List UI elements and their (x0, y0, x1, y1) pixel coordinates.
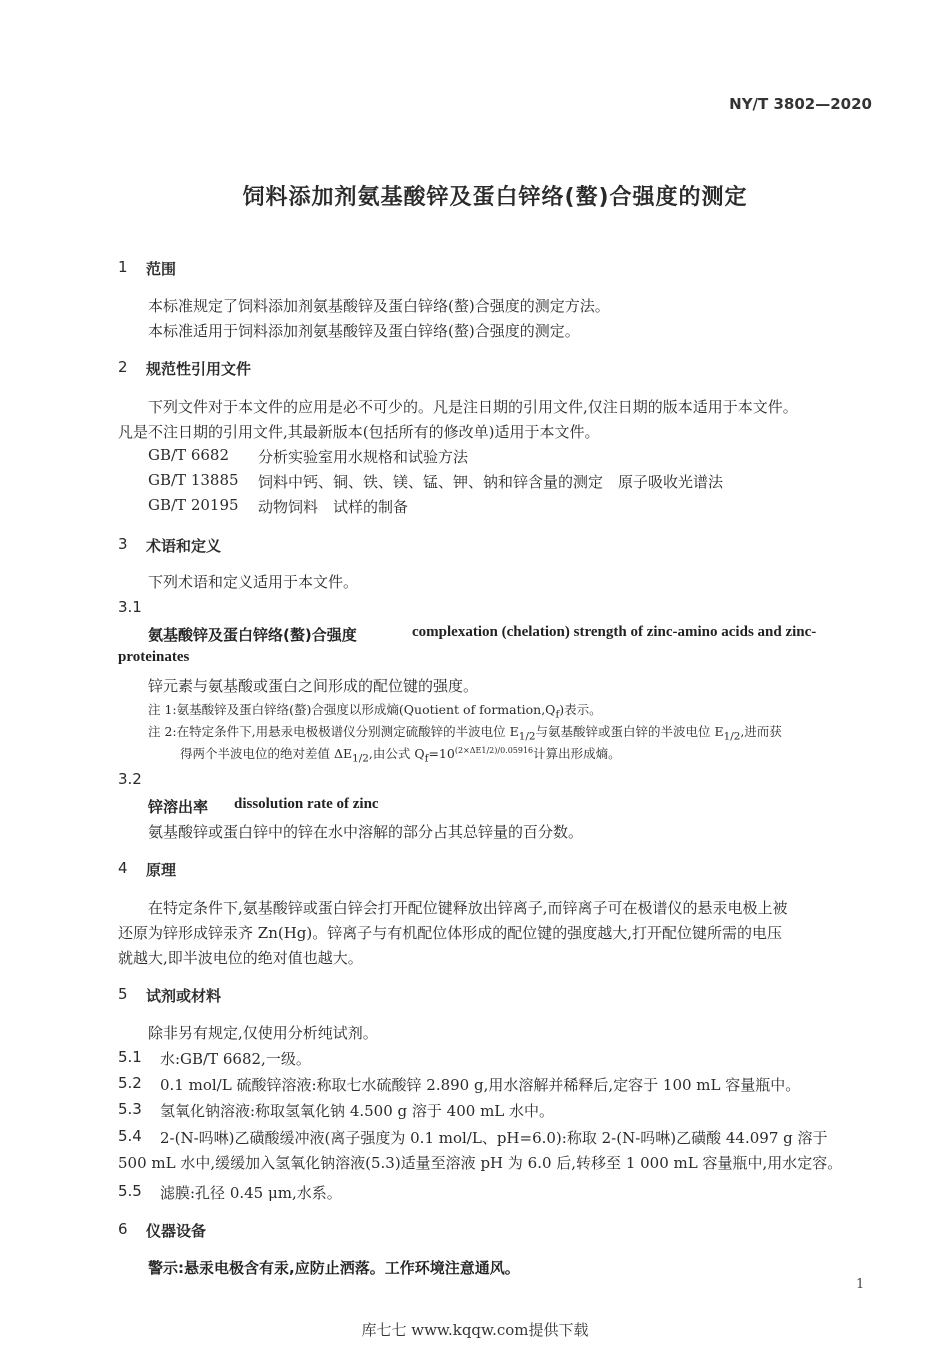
note-2-cont (180, 744, 621, 765)
reference-title: 动物饲料 试样的制备 (258, 498, 409, 516)
clause-number: 5.4 (118, 1127, 142, 1145)
term-chinese: 氨基酸锌及蛋白锌络(螯)合强度 (148, 626, 357, 644)
clause-number: 5.3 (118, 1100, 142, 1118)
formula: =10 (428, 746, 455, 761)
paragraph: 还原为锌形成锌汞齐 Zn(Hg)。锌离子与有机配位体形成的配位键的强度越大,打开配位键所需的电压 (118, 924, 783, 942)
paragraph: 下列文件对于本文件的应用是必不可少的。凡是注日期的引用文件,仅注日期的版本适用于本文件。 (148, 398, 798, 416)
reagent-item: 0.1 mol/L 硫酸锌溶液:称取七水硫酸锌 2.890 g,用水溶解并稀释后,定容于 100 mL 容量瓶中。 (160, 1076, 801, 1094)
paragraph: 本标准规定了饲料添加剂氨基酸锌及蛋白锌络(螯)合强度的测定方法。 (148, 297, 610, 315)
note-1 (148, 700, 602, 721)
section-number: 3 (118, 535, 128, 553)
reference-title: 分析实验室用水规格和试验方法 (258, 448, 469, 466)
note-2-text: 注 2:在特定条件下,用悬汞电极极谱仪分别测定硫酸锌的半波电位 E (148, 724, 519, 739)
section-heading-reagents: 试剂或材料 (146, 987, 222, 1005)
clause-number: 3.1 (118, 598, 142, 616)
section-number: 2 (118, 358, 128, 376)
reagent-item: 水:GB/T 6682,一级。 (160, 1050, 311, 1068)
note-1-end: )表示。 (559, 702, 602, 717)
term-english: dissolution rate of zinc (234, 796, 379, 812)
note-2-cont-end: 计算出形成熵。 (533, 746, 621, 761)
section-heading-terms: 术语和定义 (146, 537, 222, 555)
note-2-cont-mid: ,由公式 Q (368, 746, 425, 761)
term-chinese: 锌溶出率 (148, 798, 209, 816)
subscript: f (424, 752, 429, 765)
paragraph: 在特定条件下,氨基酸锌或蛋白锌会打开配位键释放出锌离子,而锌离子可在极谱仪的悬汞电极上被 (148, 899, 788, 917)
note-1-text: 注 1:氨基酸锌及蛋白锌络(螯)合强度以形成熵(Quotient of formation,Q (148, 702, 556, 717)
subscript: 1/2 (352, 752, 369, 765)
section-number: 6 (118, 1220, 128, 1238)
note-2-mid: 与氨基酸锌或蛋白锌的半波电位 E (535, 724, 724, 739)
reagent-item: 滤膜:孔径 0.45 μm,水系。 (160, 1184, 342, 1202)
clause-number: 3.2 (118, 770, 142, 788)
reference-title: 饲料中钙、铜、铁、镁、锰、钾、钠和锌含量的测定 原子吸收光谱法 (258, 473, 724, 491)
term-english-cont: proteinates (118, 649, 190, 665)
reference-code: GB/T 20195 (148, 496, 239, 514)
section-number: 4 (118, 859, 128, 877)
definition: 锌元素与氨基酸或蛋白之间形成的配位键的强度。 (148, 677, 479, 695)
section-number: 5 (118, 985, 128, 1003)
reference-code: GB/T 6682 (148, 446, 230, 464)
term-english: complexation (chelation) strength of zinc-amino acids and zinc- (412, 624, 817, 640)
paragraph: 就越大,即半波电位的绝对值也越大。 (118, 949, 363, 967)
subscript: 1/2 (518, 730, 536, 743)
clause-number: 5.2 (118, 1074, 142, 1092)
paragraph: 下列术语和定义适用于本文件。 (148, 573, 359, 591)
reagent-item-cont: 500 mL 水中,缓缓加入氢氧化钠溶液(5.3)适量至溶液 pH 为 6.0 后,转移至 1 000 mL 容量瓶中,用水定容。 (118, 1154, 843, 1172)
section-heading-normative-refs: 规范性引用文件 (146, 360, 252, 378)
clause-number: 5.5 (118, 1182, 142, 1200)
definition: 氨基酸锌或蛋白锌中的锌在水中溶解的部分占其总锌量的百分数。 (148, 823, 584, 841)
subscript: f (555, 708, 560, 721)
paragraph: 凡是不注日期的引用文件,其最新版本(包括所有的修改单)适用于本文件。 (118, 423, 600, 441)
section-heading-principle: 原理 (146, 861, 177, 879)
note-2-cont-text: 得两个半波电位的绝对差值 ΔE (180, 746, 353, 761)
clause-number: 5.1 (118, 1048, 142, 1066)
reference-code: GB/T 13885 (148, 471, 239, 489)
subscript: 1/2 (723, 730, 741, 743)
reagent-item: 氢氧化钠溶液:称取氢氧化钠 4.500 g 溶于 400 mL 水中。 (160, 1102, 555, 1120)
standard-number: NY/T 3802—2020 (729, 95, 872, 113)
warning-text: 警示:悬汞电极含有汞,应防止洒落。工作环境注意通风。 (148, 1259, 520, 1277)
section-number: 1 (118, 258, 128, 276)
formula-exponent: (2×ΔE1/2)/0.05916 (454, 745, 534, 755)
note-2-end: ,进而获 (740, 724, 782, 739)
download-footer: 库七七 www.kqqw.com提供下载 (361, 1321, 589, 1339)
paragraph: 除非另有规定,仅使用分析纯试剂。 (148, 1024, 378, 1042)
section-heading-scope: 范围 (146, 260, 177, 278)
section-heading-apparatus: 仪器设备 (146, 1222, 207, 1240)
note-2 (148, 722, 782, 743)
document-title: 饲料添加剂氨基酸锌及蛋白锌络(螯)合强度的测定 (242, 185, 748, 210)
page-number: 1 (856, 1277, 865, 1292)
paragraph: 本标准适用于饲料添加剂氨基酸锌及蛋白锌络(螯)合强度的测定。 (148, 322, 580, 340)
reagent-item: 2-(N-吗啉)乙磺酸缓冲液(离子强度为 0.1 mol/L、pH=6.0):称取 2-(N-吗啉)乙磺酸 44.097 g 溶于 (160, 1129, 828, 1147)
